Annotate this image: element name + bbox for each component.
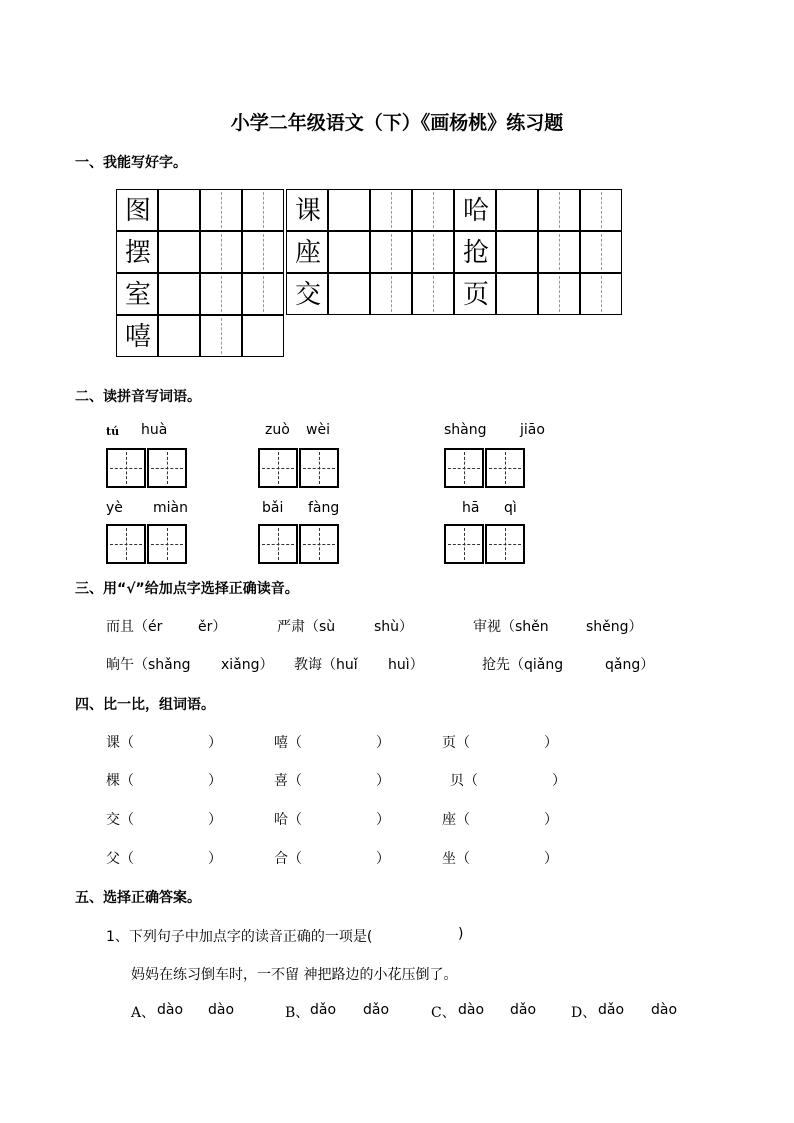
grid-cell[interactable] [242, 189, 284, 231]
paren-close: ） [376, 851, 390, 867]
compare-item: 交（ [106, 812, 134, 828]
pinyin: huà [141, 422, 168, 438]
compare-item: 座（ [442, 812, 470, 828]
paren-close: ） [208, 851, 222, 867]
paren-close: ） [544, 851, 558, 867]
reading-choice: 晌午（shǎng [106, 657, 191, 673]
pinyin: tú [106, 425, 120, 438]
paren-close: ） [208, 812, 222, 828]
grid-cell[interactable] [496, 189, 538, 231]
option-pinyin: dào [651, 1002, 678, 1018]
grid-cell[interactable] [286, 273, 328, 315]
reading-choice: 抢先（qiǎng [482, 657, 564, 673]
paren-close: ） [544, 735, 558, 751]
paren-close: ） [376, 735, 390, 751]
paren-close: ） [552, 773, 566, 789]
reading-choice: 审视（shěn [473, 619, 549, 635]
grid-cell[interactable] [116, 315, 158, 357]
question-1: 1、下列句子中加点字的读音正确的一项是( [106, 929, 373, 945]
model-char: 摆 [124, 238, 151, 268]
paren-close: ） [544, 812, 558, 828]
option-letter[interactable]: B、 [285, 1005, 310, 1021]
grid-cell[interactable] [200, 273, 242, 315]
grid-cell[interactable] [158, 315, 200, 357]
model-char: 图 [124, 196, 151, 226]
section1-heading: 一、我能写好字。 [75, 155, 187, 171]
reading-choice-alt: ěr） [198, 619, 227, 635]
model-char: 哈 [462, 196, 489, 226]
pinyin: wèi [306, 422, 330, 438]
reading-choice-alt: shù） [374, 619, 414, 635]
pinyin-write-box[interactable] [299, 448, 339, 488]
pinyin-write-box[interactable] [444, 448, 484, 488]
compare-item: 棵（ [106, 773, 134, 789]
model-char: 页 [462, 280, 489, 310]
grid-cell[interactable] [538, 189, 580, 231]
grid-cell[interactable] [580, 231, 622, 273]
option-letter[interactable]: A、 [131, 1005, 156, 1021]
model-char: 室 [124, 280, 151, 310]
grid-cell[interactable] [158, 273, 200, 315]
option-pinyin: dào [458, 1002, 485, 1018]
option-pinyin: dào [208, 1002, 235, 1018]
grid-cell[interactable] [454, 189, 496, 231]
paren-close: ） [376, 812, 390, 828]
grid-cell[interactable] [370, 189, 412, 231]
grid-cell[interactable] [370, 231, 412, 273]
section4-heading: 四、比一比，组词语。 [75, 697, 215, 713]
pinyin-write-box[interactable] [106, 448, 146, 488]
pinyin-write-box[interactable] [106, 524, 146, 564]
option-pinyin: dǎo [363, 1002, 390, 1018]
reading-choice-alt: shěng） [586, 619, 643, 635]
paren-close: ） [376, 773, 390, 789]
grid-cell[interactable] [412, 273, 454, 315]
pinyin-write-box[interactable] [444, 524, 484, 564]
compare-item: 哈（ [274, 812, 302, 828]
paren-close: ) [458, 926, 464, 942]
pinyin-write-box[interactable] [485, 524, 525, 564]
paren-close: ） [208, 773, 222, 789]
grid-cell[interactable] [328, 231, 370, 273]
compare-item: 贝（ [450, 773, 478, 789]
model-char: 嘻 [124, 322, 151, 352]
pinyin: shàng [444, 422, 487, 438]
grid-cell[interactable] [412, 189, 454, 231]
grid-cell[interactable] [496, 273, 538, 315]
pinyin: miàn [153, 500, 188, 516]
pinyin: zuò [265, 422, 290, 438]
pinyin-write-box[interactable] [485, 448, 525, 488]
grid-cell[interactable] [200, 189, 242, 231]
pinyin-write-box[interactable] [147, 448, 187, 488]
option-pinyin: dǎo [510, 1002, 537, 1018]
pinyin: jiāo [520, 422, 545, 438]
grid-cell[interactable] [242, 315, 284, 357]
grid-cell[interactable] [242, 273, 284, 315]
grid-cell[interactable] [538, 231, 580, 273]
option-letter[interactable]: C、 [431, 1005, 456, 1021]
grid-cell[interactable] [580, 273, 622, 315]
pinyin: yè [106, 500, 123, 516]
grid-cell[interactable] [328, 189, 370, 231]
compare-item: 嘻（ [274, 735, 302, 751]
compare-item: 课（ [106, 735, 134, 751]
model-char: 课 [294, 196, 321, 226]
reading-choice: 而且（ér [106, 619, 163, 635]
compare-item: 喜（ [274, 773, 302, 789]
reading-choice-alt: qǎng） [605, 657, 655, 673]
grid-cell[interactable] [242, 231, 284, 273]
pinyin: hā [462, 500, 480, 516]
grid-cell[interactable] [158, 231, 200, 273]
question-sentence: 妈妈在练习倒车时，一不留 神把路边的小花压倒了。 [131, 967, 458, 983]
model-char: 抢 [462, 238, 489, 268]
paren-close: ） [208, 735, 222, 751]
grid-cell[interactable] [580, 189, 622, 231]
pinyin: bǎi [262, 500, 284, 516]
grid-cell[interactable] [454, 273, 496, 315]
option-pinyin: dào [157, 1002, 184, 1018]
grid-cell[interactable] [370, 273, 412, 315]
grid-cell[interactable] [158, 189, 200, 231]
model-char: 交 [294, 280, 321, 310]
page-title: 小学二年级语文（下）《画杨桃》练习题 [230, 112, 564, 134]
model-char: 座 [294, 238, 321, 268]
grid-cell[interactable] [454, 231, 496, 273]
grid-cell[interactable] [286, 189, 328, 231]
pinyin-write-box[interactable] [299, 524, 339, 564]
pinyin-write-box[interactable] [147, 524, 187, 564]
section3-heading: 三、用“√”给加点字选择正确读音。 [75, 581, 299, 597]
grid-cell[interactable] [286, 231, 328, 273]
pinyin: fàng [308, 500, 340, 516]
grid-cell[interactable] [538, 273, 580, 315]
grid-cell[interactable] [200, 231, 242, 273]
section2-heading: 二、读拼音写词语。 [75, 389, 201, 405]
reading-choice: 教诲（huǐ [294, 657, 358, 673]
option-pinyin: dǎo [310, 1002, 337, 1018]
reading-choice-alt: huì） [388, 657, 424, 673]
option-letter[interactable]: D、 [571, 1005, 597, 1021]
grid-cell[interactable] [496, 231, 538, 273]
section5-heading: 五、选择正确答案。 [75, 890, 201, 906]
pinyin-write-box[interactable] [258, 524, 298, 564]
pinyin-write-box[interactable] [258, 448, 298, 488]
grid-cell[interactable] [412, 231, 454, 273]
compare-item: 页（ [442, 735, 470, 751]
compare-item: 坐（ [442, 851, 470, 867]
grid-cell[interactable] [116, 231, 158, 273]
option-pinyin: dǎo [598, 1002, 625, 1018]
grid-cell[interactable] [200, 315, 242, 357]
compare-item: 合（ [274, 851, 302, 867]
grid-cell[interactable] [328, 273, 370, 315]
grid-cell[interactable] [116, 273, 158, 315]
compare-item: 父（ [106, 851, 134, 867]
reading-choice-alt: xiǎng） [221, 657, 274, 673]
grid-cell[interactable] [116, 189, 158, 231]
reading-choice: 严肃（sù [277, 619, 336, 635]
pinyin: qì [504, 500, 517, 516]
